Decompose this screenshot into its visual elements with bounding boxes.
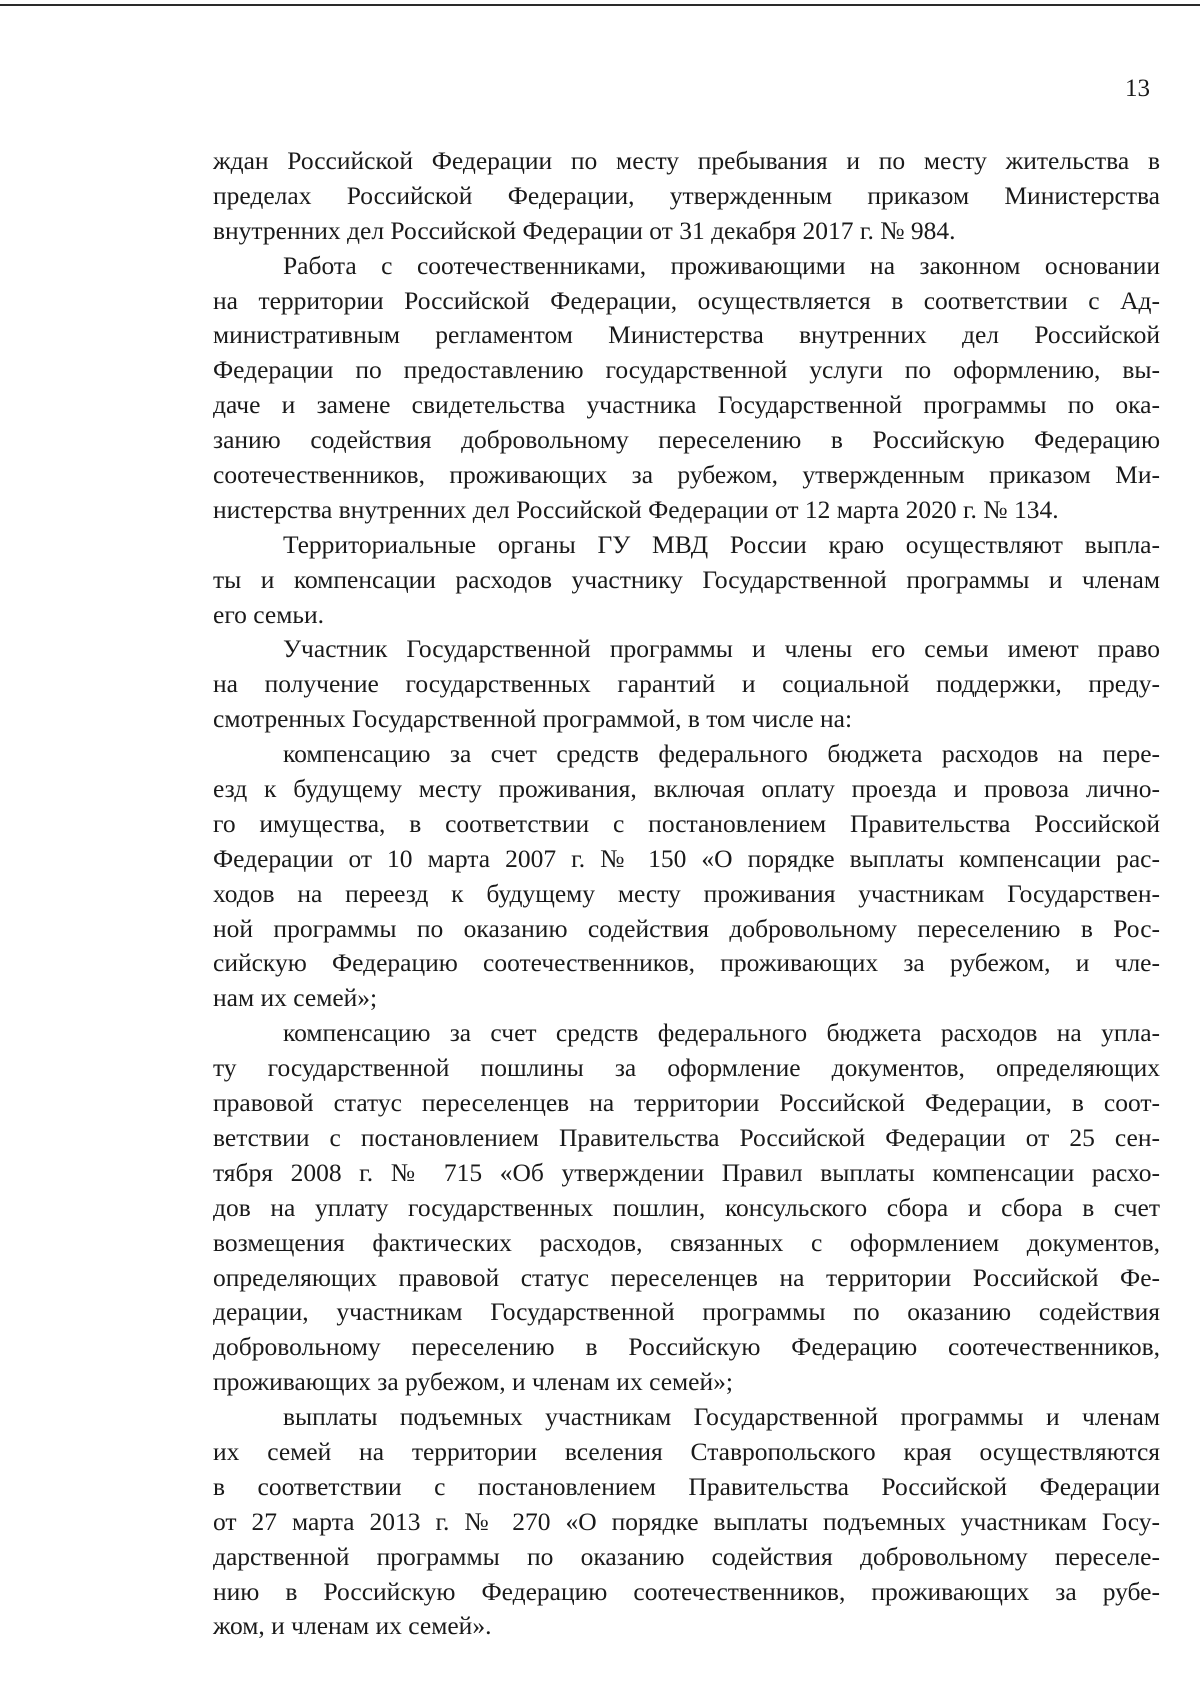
text-line: ветствии с постановлением Правительства Российской Федерации от 25 сен- (213, 1122, 1160, 1152)
text-line: внутренних дел Российской Федерации от 31 декабря 2017 г. № 984. (213, 215, 956, 245)
text-line: Федерации от 10 марта 2007 г. № 150 «О порядке выплаты компенсации рас- (213, 843, 1160, 873)
text-line: даче и замене свидетельства участника Государственной программы по ока- (213, 390, 1160, 420)
text-line: езд к будущему месту проживания, включая оплату проезда и провоза лично- (213, 774, 1160, 804)
text-line: дов на уплату государственных пошлин, консульского сбора и сбора в счет (213, 1192, 1160, 1222)
text-line: правовой статус переселенцев на территории Российской Федерации, в соот- (213, 1088, 1160, 1118)
text-line: министративным регламентом Министерства внутренних дел Российской (213, 320, 1160, 350)
text-line: ту государственной пошлины за оформление документов, определяющих (213, 1053, 1160, 1083)
text-line: смотренных Государственной программой, в том числе на: (213, 704, 853, 734)
text-line: ходов на переезд к будущему месту проживания участникам Государствен- (213, 878, 1160, 908)
text-line: определяющих правовой статус переселенцев на территории Российской Фе- (213, 1262, 1160, 1292)
text-line: занию содействия добровольному переселению в Российскую Федерацию (213, 425, 1160, 455)
text-line: компенсацию за счет средств федерального бюджета расходов на упла- (283, 1018, 1160, 1048)
text-line: Федерации по предоставлению государственной услуги по оформлению, вы- (213, 355, 1160, 385)
text-line: проживающих за рубежом, и членам их семей»; (213, 1367, 733, 1397)
page-number: 13 (1125, 75, 1150, 102)
paragraph (213, 528, 1160, 633)
text-line: в соответствии с постановлением Правительства Российской Федерации (213, 1471, 1160, 1501)
text-line: возмещения фактических расходов, связанных с оформлением документов, (213, 1227, 1160, 1257)
text-line: соотечественников, проживающих за рубежом, утвержденным приказом Ми- (213, 460, 1160, 490)
text-line: Работа с соотечественниками, проживающими на законном основании (283, 250, 1160, 280)
top-border-line (0, 4, 1200, 6)
paragraph (213, 144, 1160, 249)
paragraph (213, 1400, 1160, 1644)
text-line: их семей на территории вселения Ставропольского края осуществляются (213, 1436, 1160, 1466)
text-line: нию в Российскую Федерацию соотечественников, проживающих за рубе- (213, 1576, 1160, 1606)
text-line: его семьи. (213, 599, 325, 629)
text-line: ной программы по оказанию содействия добровольному переселению в Рос- (213, 913, 1160, 943)
text-line: Участник Государственной программы и члены его семьи имеют право (283, 634, 1160, 664)
paragraph (213, 737, 1160, 1016)
text-line: на получение государственных гарантий и социальной поддержки, преду- (213, 669, 1160, 699)
text-line: пределах Российской Федерации, утвержденным приказом Министерства (213, 180, 1160, 210)
text-line: ты и компенсации расходов участнику Государственной программы и членам (213, 564, 1160, 594)
text-line: дерации, участникам Государственной программы по оказанию содействия (213, 1297, 1160, 1327)
text-line: компенсацию за счет средств федерального бюджета расходов на пере- (283, 739, 1160, 769)
text-line: от 27 марта 2013 г. № 270 «О порядке выплаты подъемных участникам Госу- (213, 1506, 1160, 1536)
text-line: жом, и членам их семей». (213, 1611, 492, 1641)
text-line: дарственной программы по оказанию содействия добровольному переселе- (213, 1541, 1160, 1571)
paragraph (213, 1016, 1160, 1400)
text-line: нам их семей»; (213, 983, 378, 1013)
paragraph (213, 632, 1160, 737)
text-line: на территории Российской Федерации, осуществляется в соответствии с Ад- (213, 285, 1160, 315)
text-line: го имущества, в соответствии с постановлением Правительства Российской (213, 808, 1160, 838)
text-line: сийскую Федерацию соотечественников, проживающих за рубежом, и чле- (213, 948, 1160, 978)
text-line: добровольному переселению в Российскую Федерацию соотечественников, (213, 1332, 1160, 1362)
text-line: тября 2008 г. № 715 «Об утверждении Правил выплаты компенсации расхо- (213, 1157, 1160, 1187)
text-line: нистерства внутренних дел Российской Федерации от 12 марта 2020 г. № 134. (213, 494, 1059, 524)
paragraph (213, 249, 1160, 528)
text-line: выплаты подъемных участникам Государственной программы и членам (283, 1402, 1160, 1432)
text-line: Территориальные органы ГУ МВД России краю осуществляют выпла- (283, 529, 1160, 559)
text-line: ждан Российской Федерации по месту пребывания и по месту жительства в (213, 146, 1160, 175)
document-body (213, 144, 1160, 1644)
